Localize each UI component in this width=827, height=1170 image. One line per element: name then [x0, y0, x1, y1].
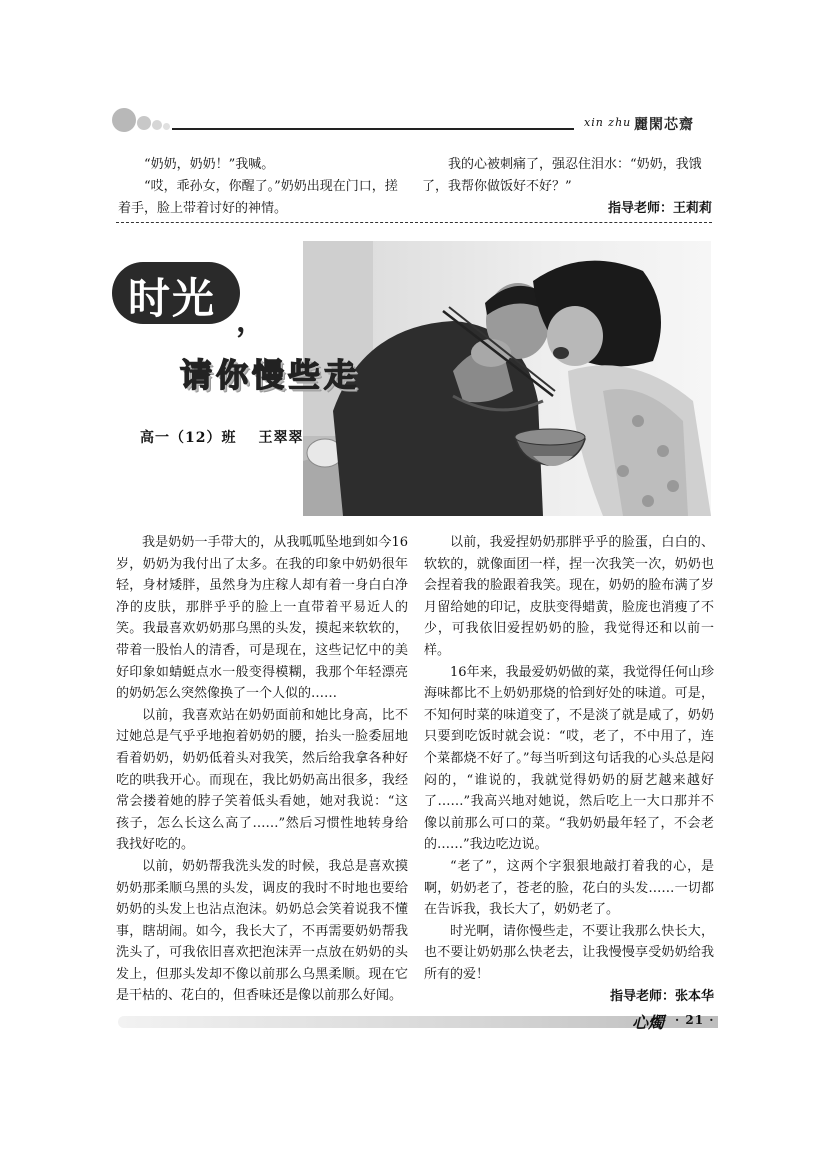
article-column-left: [116, 532, 408, 1007]
section-divider: [116, 222, 712, 223]
author-class: 高一（12）班: [140, 430, 237, 446]
article-title-part2: 请你慢些走: [180, 356, 361, 394]
magazine-name: 心燭: [632, 1013, 665, 1032]
paragraph: 以前，我爱捏奶奶那胖乎乎的脸蛋，白白的、软软的，就像面团一样，捏一次我笑一次，奶奶也会捏着我的脸跟着我笑。现在，奶奶的脸布满了岁月留给她的印记，皮肤变得蜡黄，脸庞也消瘦了不少，可我依旧爱捏奶奶的脸，我觉得还和以前一样。: [424, 535, 714, 658]
circle-decoration-icon: [163, 123, 170, 130]
article-photo: [303, 241, 711, 516]
previous-article-left: [118, 154, 402, 220]
paragraph: 以前，奶奶帮我洗头发的时候，我总是喜欢摸奶奶那柔顺乌黑的头发，调皮的我时不时地也要给奶奶的头发上也沾点泡沫。奶奶总会笑着说我不懂事，瞎胡闹。如今，我长大了，不再需要奶奶帮我洗头了，可我依旧喜欢把泡沫弄一点放在奶奶的头发上，但那头发却不像以前那么乌黑柔顺。现在它是干枯的、花白的，但香味还是像以前那么好闻。: [116, 858, 408, 1004]
circle-decoration-icon: [152, 120, 162, 130]
paragraph: 以前，我喜欢站在奶奶面前和她比身高，比不过她总是气乎乎地抱着奶奶的腰，抬头一脸委屈地看着奶奶，奶奶低着头对我笑，然后给我拿各种好吃的哄我开心。而现在，我比奶奶高出很多，我经常会搂着她的脖子笑着低头看她，她对我说：“这孩子，怎么长这么高了……”然后习惯性地转身给我找好吃的。: [116, 707, 408, 853]
paragraph: 16年来，我最爱奶奶做的菜，我觉得任何山珍海味都比不上奶奶那烧的恰到好处的味道。可是，不知何时菜的味道变了，不是淡了就是咸了，奶奶只要到吃饭时就会说：“哎，老了，不中用了，连个菜都烧不好了。”每当听到这句话我的心头总是闷闷的，“谁说的，我就觉得奶奶的厨艺越来越好了……”我高兴地对她说，然后吃上一大口那并不像以前那么可口的菜。“我奶奶最年轻了，不会老的……”我边吃边说。: [424, 664, 714, 853]
circle-decoration-icon: [112, 108, 136, 132]
text-line: “奶奶，奶奶！”我喊。: [144, 157, 275, 172]
article-column-right: [424, 532, 714, 1008]
title-comma: ，: [236, 304, 266, 339]
grandmother-feeding-girl-photo: [303, 241, 711, 516]
text-line: “哎，乖孙女，你醒了。”奶奶出现在门口，搓着手，脸上带着讨好的神情。: [118, 179, 398, 216]
author-name: 王翠翠: [258, 430, 304, 446]
title-badge: [112, 262, 240, 324]
teacher-credit: 指导老师：王莉莉: [607, 201, 712, 216]
article-title-part1: 时光: [128, 274, 217, 323]
paragraph: 我是奶奶一手带大的，从我呱呱坠地到如今16岁，奶奶为我付出了太多。在我的印象中奶奶很年轻，身材矮胖，虽然身为庄稼人却有着一身白白净净的皮肤，那胖乎乎的脸上一直带着平易近人的笑。我最喜欢奶奶那乌黑的头发，摸起来软软的，带着一股怡人的清香，可是现在，这些记忆中的美好印象如蜻蜓点水一般变得模糊，我那个年轻漂亮的奶奶怎么突然像换了一个人似的……: [116, 535, 408, 702]
previous-article-right: [422, 154, 712, 220]
header-pinyin: xin zhu: [584, 116, 632, 129]
paragraph: “老了”，这两个字狠狠地敲打着我的心，是啊，奶奶老了，苍老的脸，花白的头发……一切都在告诉我，我长大了，奶奶老了。: [424, 858, 714, 918]
header-rule: [172, 128, 574, 130]
footer-bar: [118, 1016, 718, 1028]
paragraph: 时光啊，请你慢些走，不要让我那么快长大，也不要让奶奶那么快老去，让我慢慢享受奶奶给我所有的爱！: [424, 923, 714, 982]
section-title: 麗閑芯齋: [634, 117, 694, 133]
teacher-credit: 指导老师：张本华: [609, 989, 714, 1005]
text-line: 我的心被刺痛了，强忍住泪水：“奶奶，我饿了，我帮你做饭好不好？”: [422, 157, 702, 194]
circle-decoration-icon: [137, 116, 151, 130]
author-line: [140, 427, 303, 447]
page-number: · 21 ·: [675, 1013, 715, 1027]
